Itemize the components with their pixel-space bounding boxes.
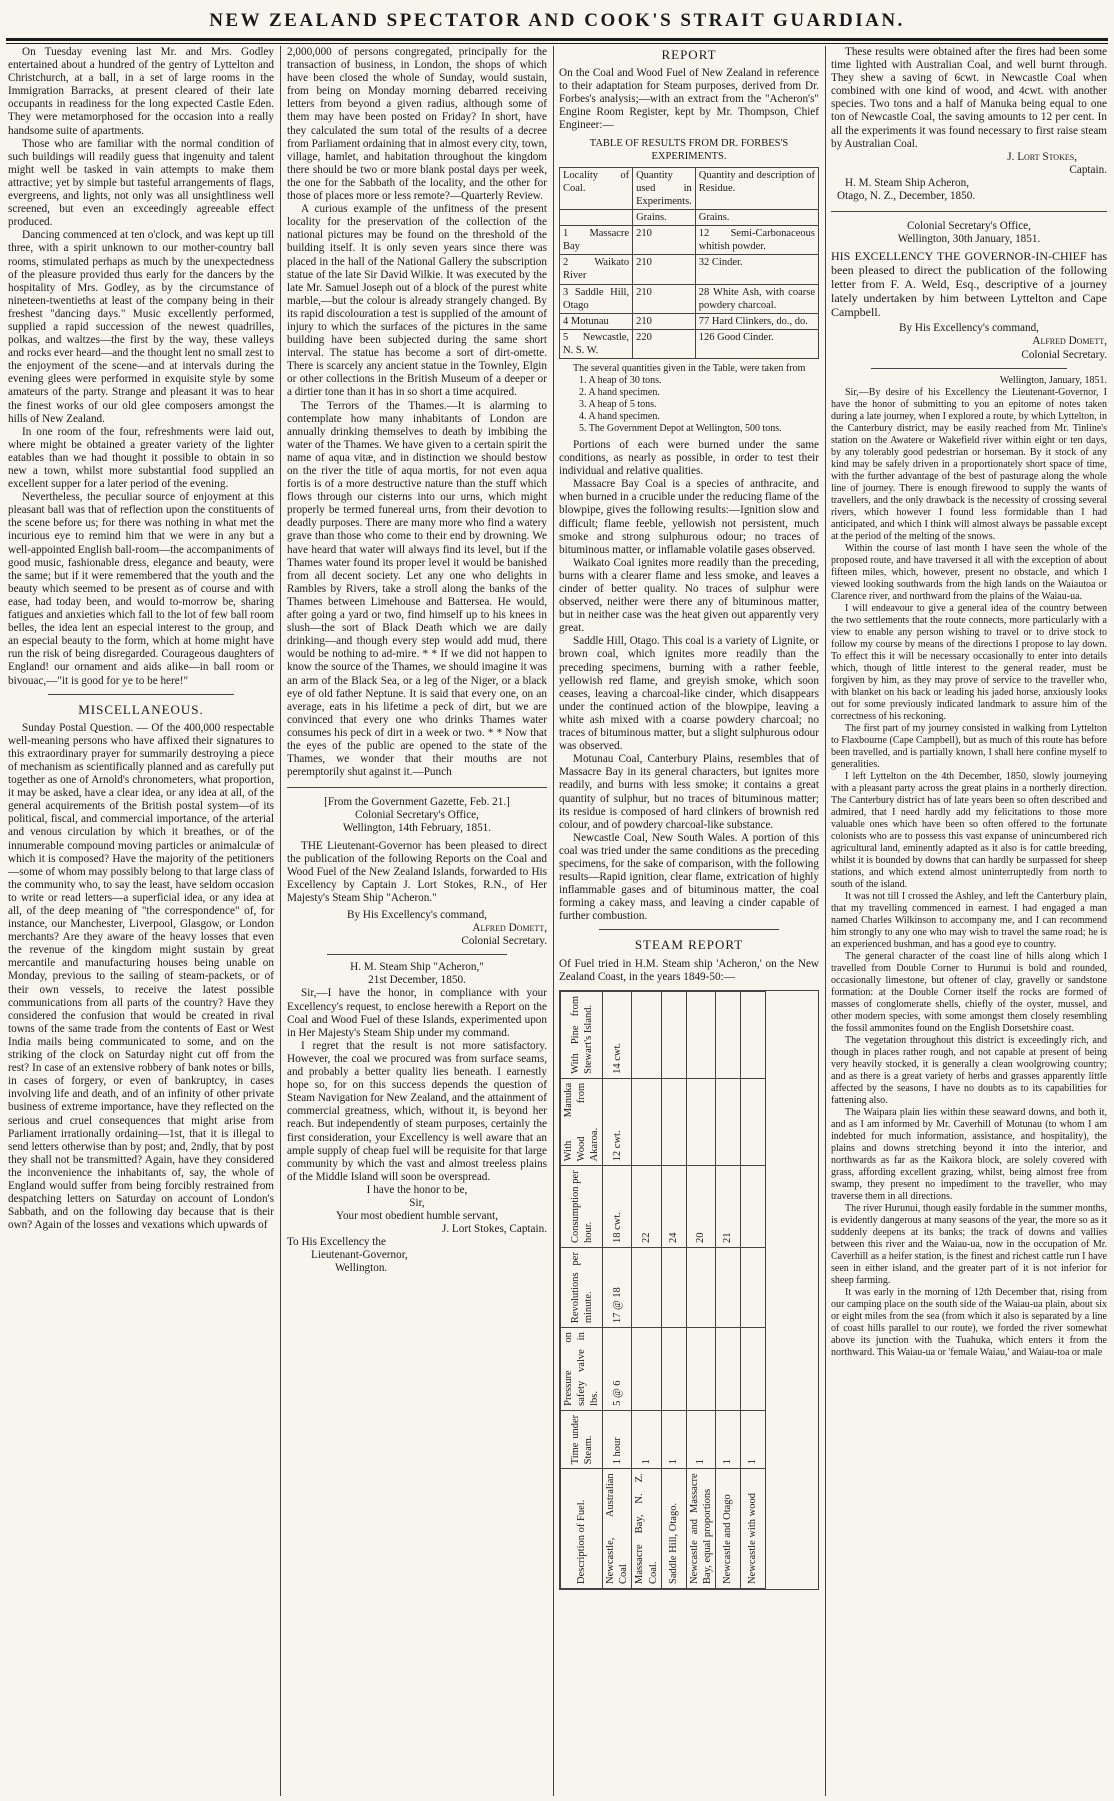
table-cell: Saddle Hill, Otago. [661,1469,686,1589]
ship-heading: H. M. Steam Ship Acheron, [845,176,969,189]
office-date: Wellington, 14th February, 1851. [342,822,492,835]
table-cell: 28 White Ash, with coarse powdery charcoal. [695,284,818,313]
ship-date: 21st December, 1850. [368,974,466,987]
table-cell: 210 [633,313,696,329]
article-paragraph: On the Coal and Wood Fuel of New Zealand in reference to their adaptation for Steam purposes, derived from Dr. Forbes's analysis;—with an extract from the "Acheron's" Engine Room Register, kept by Mr. Thompson, Chief Engineer:— [559,67,819,132]
divider [831,211,1107,212]
table-cell [661,1247,686,1327]
proclamation: HIS EXCELLENCY THE GOVERNOR-IN-CHIEF has been pleased to direct the publication of the following letter from F. A. Weld, Esq., descriptive of a journey lately undertaken by him between Lyttelton and Cape Campbell. [831,249,1107,320]
divider [48,694,234,695]
table-cell: 1 hour [603,1410,632,1468]
article-paragraph: I regret that the result is not more satisfactory. However, the coal we procured was from surface seams, and probably a better quality lies beneath. I earnestly hope so, for on this success depends the question of Steam Navigation for New Zealand, and the attainment of commercial greatness, which, without it, is beyond her reach. But independently of steam purposes, certainly the first consideration, your Excellency is well aware that an ample supply of cheap fuel will be requisite for that large community by which the vast and almost treeless plains of the Middle Island will soon be overspread. [287,1039,547,1183]
table-cell [740,1166,765,1248]
table-row [632,991,661,1588]
signature: Alfred Domett, [1032,335,1107,348]
table-title: TABLE OF RESULTS FROM DR. FORBES'S EXPERIMENTS. [589,137,789,162]
table-cell [632,1247,661,1327]
article-paragraph: Sunday Postal Question. — Of the 400,000 respectable well-meaning persons who have affixed their signatures to this extraordinary prayer for summarily destroying a piece of mechanism as scientifically planned and as carefully put together as one of Arnold's chronometers, what proportion, it may be asked, have a clear idea, or any idea at all, of the general acquirements of the British postal system—of its political, fiscal, and commercial importance, of the arterial and venous circulation by which it breathes, or of the innumerable compound moving particles or animalculæ of which it is composed? Have the majority of the petitioners—some of whom may possibly belong to that large class of the community who, to say the least, have seldom occasion to write or read letters—a superficial idea, or any idea at all, of the deep meaning of "the correspondence" of, for instance, our Manchester, Liverpool, Glasgow, or London merchants? Are they aware of the heavy losses that even the revenue of the kingdom might sustain by great mercantile and manufacturing houses being unable on Monday, previous to the sailing of steam-packets, or of their own vessels, to receive the latest possible communications from all parts of the country? Have they considered the confusion that would be created in rival towns of the same trade from the contents of East or West India mails being communicated to some, and on the striking of the clock on Saturday night cut off from the rest? In case of an extensive robbery of bank notes or bills, in cases of forgery, or even of bankruptcy, in cases involving life and death, and of an infinity of other private business of extreme importance, have they reflected on the serious and cruel consequences that might arise from Parliament irrationally ordaining—1st, that it is illegal to send letters otherwise than by post; and, 2ndly, that by post they shall not be transmitted? Again, have they considered the inconvenience the inhabitants of, say, the whole of England would suffer from being forcibly restrained from despatching letters on Saturday on account of London's Sabbath, and on the following day because that is their own? Again of the losses and vexations which upwards of [8,721,274,1232]
ship-date: Otago, N. Z., December, 1850. [837,190,976,203]
column-header: Quantity and description of Residue. [695,167,818,209]
table-cell [632,1327,661,1410]
table-cell: 14 cwt. [603,991,632,1078]
article-paragraph: The Waipara plain lies within these seaward downs, and both it, and as I am informed by Mr. Caverhill of Motunau (to whom I am indebted for much information, assistance, and hospitality), the plains and downs stretching beyond it into the interior, and northwards as far as the Kaikora block, are solely covered with grass, affording excellent grazing, whilst, being almost free from swamp, they present no impediment to the traveller, who may traverse them in all directions. [831,1106,1107,1202]
closing: I have the honor to be, [366,1183,468,1196]
table-cell: Newcastle and Otago [715,1469,740,1589]
table-note: The several quantities given in the Table, were taken from [573,362,806,374]
masthead-rule-thin [6,43,1108,44]
article-paragraph: Saddle Hill, Otago. This coal is a variety of Lignite, or brown coal, which ignites more readily than the preceding specimens, burning with a rather feeble, yellowish red flame, and greyish smoke, which soon ceases, leaving a charcoal-like cinder, which disappears under the continued action of the blowpipe, leaving a white ash mixed with a coarse powdery charcoal; no traces of bituminous matter, but a slight sulphurous odour was observed. [559,635,819,753]
forbes-results-table [559,167,819,359]
command-line: By His Excellency's command, [899,322,1039,335]
table-cell: 210 [633,255,696,284]
list-item: 3. A heap of 5 tons. [579,398,657,410]
table-cell [715,1078,740,1165]
table-header-row [561,991,603,1588]
table-cell [715,1327,740,1410]
table-row [560,313,819,329]
column-divider [280,46,281,1796]
table-cell: 3 Saddle Hill, Otago [560,284,633,313]
signature: J. Lort Stokes, Captain. [441,1223,547,1236]
closing: Your most obedient humble servant, [336,1210,498,1223]
steam-report-heading: STEAM REPORT [634,937,744,953]
masthead-rule-thick [6,38,1108,41]
table-cell: Massacre Bay, N. Z. Coal. [632,1469,661,1589]
table-cell: Newcastle and Massacre Bay, equal proportions [686,1469,715,1589]
office-heading: Colonial Secretary's Office, [907,220,1031,233]
column-2 [287,46,547,1796]
list-item: 5. The Government Depot at Wellington, 500 tons. [579,422,782,434]
table-cell: 17 @ 18 [603,1247,632,1327]
table-cell: 1 [686,1410,715,1468]
article-paragraph: The vegetation throughout this district is exceedingly rich, and though in places rather rough, and not capable at present of being very heavily stocked, it is generally a clean woolgrowing country; and as there is a great variety of herbs and grasses apparently little affected by the seasons, I have no doubts as to its capabilities for fattening also. [831,1034,1107,1106]
article-paragraph: Within the course of last month I have seen the whole of the proposed route, and have traversed it all with the exception of about fifteen miles, which, however, present no obstacle, and which I viewed looking southwards from the high lands on the Waiautoa or Clarence river, and northward from the plains of the Waiau-ua. [831,542,1107,602]
article-paragraph: I left Lyttelton on the 4th December, 1850, slowly journeying with a pleasant party across the great plains in a northerly direction. The Canterbury district has of late years been so often described and admired, that I need hardly add my felicitations to those more valuable ones which have been so often offered to the fortunate colonists who are to possess this vast expanse of unincumbered rich agricultural land, eminently adapted as it also is for cattle breeding, whilst it is bounded by downs that can hardly be surpassed for sheep stations, and which extend almost uninterruptedly from north to south of the island. [831,770,1107,890]
divider [871,368,1067,369]
addressee: Lieutenant-Governor, [311,1249,408,1262]
table-cell: 77 Hard Clinkers, do., do. [695,313,818,329]
ship-heading: H. M. Steam Ship "Acheron," [350,961,484,974]
article-paragraph: These results were obtained after the fires had been some time lighted with Australian Coal, and well burnt through. They shew a saving of 6cwt. in Newcastle Coal when combined with one kind of wood, and 4cwt. with another species. Two tons and a half of Manuka being equal to one ton of Newcastle Coal, the saving amounts to 12 per cent. In all the experiments it was found necessary to first raise steam by Australian Coal. [831,46,1107,150]
article-paragraph: Motunau Coal, Canterbury Plains, resembles that of Massacre Bay in its general characters, but ignites more readily, and burns with less smoke; it contains a great quantity of sulphur, but no traces of bituminous matter; its residue is composed of hard clinkers of brownish red colour, and of powdery charcoal-like substance. [559,753,819,831]
column-header: Quantity used in Experiments. [633,167,696,209]
divider [327,954,507,955]
article-paragraph: In one room of the four, refreshments were laid out, where might be obtained a greater variety of the lighter eatables than we had thought it possible to obtain in so new a town, whilst more substantial food supplied an excellent supper for a later period of the evening. [8,425,274,491]
table-cell: 1 [715,1410,740,1468]
column-header: Pressure on safety valve in lbs. [561,1327,603,1410]
table-row [560,329,819,358]
table-cell: 24 [661,1166,686,1248]
table-row [686,991,715,1588]
table-cell: 210 [633,226,696,255]
table-cell: 32 Cinder. [695,255,818,284]
table-cell: 2 Waikato River [560,255,633,284]
table-cell: 5 @ 6 [603,1327,632,1410]
article-paragraph: The general character of the coast line of hills along which I travelled from Double Corner to Hurunui is bold and rounded, occasionally limestone, but oftener of clay, gravelly or sandstone formation: at the Double Corner itself the rocks are formed of masses of conglomerate shells, chiefly of the oyster, mussel, and other modern species, with some amongst them closely resembling the fossil ammonites found on the English Dorsetshire coast. [831,950,1107,1034]
table-cell [740,1078,765,1165]
table-cell [661,1327,686,1410]
steam-report-table-frame [559,990,819,1590]
table-cell: 1 Massacre Bay [560,226,633,255]
article-paragraph: A curious example of the unfitness of the present locality for the preservation of the collection of the national pictures may be found on the threshold of the building itself. It is only seven years since there was placed in the hall of the National Gallery the subscription statue of the late Sir David Wilkie. It was executed by the late Mr. Samuel Joseph out of a block of the purest white marble,—but the colour is already strangely changed. By its rapid discolouration a test is supplied of the amount of injury to which the surfaces of the pictures in the same building have been subjected during the same short interval. The statue has become a sort of dirt-omette. There is scarcely any ancient statue in the Townley, Elgin or other collections in the British Museum of a deeper or a dirtier tone than it has in so short a time acquired. [287,203,547,399]
table-cell: Grains. [695,210,818,226]
column-header: Consumption per hour. [561,1166,603,1248]
table-cell: 21 [715,1166,740,1248]
table-cell [740,1327,765,1410]
table-cell: 12 Semi-Carbonaceous whitish powder. [695,226,818,255]
article-paragraph: It was early in the morning of 12th December that, rising from our camping place on the south side of the Waiau-ua plain, about six or eight miles from the sea (from which it also is separated by a line of coast hills parallel to our route), we forded the river somewhat above its junction with the Tuahuka, which enters it from the northward. This Waiau-ua or 'female Waiau,' and Waiau-toa or male [831,1286,1107,1358]
article-paragraph: The river Hurunui, though easily fordable in the summer months, is evidently dangerous at many seasons of the year, the more so as it suddenly deepens at its banks; the track of downs and vallies between this river and the Waiau-ua, now in the occupation of Mr. Caverhill as a heifer station, is the finest and richest cattle run I have seen in either island, and the greater part of it is not inferior for sheep farming. [831,1202,1107,1286]
table-cell: 1 [740,1410,765,1468]
divider [599,929,779,930]
table-row [560,226,819,255]
table-cell [632,1078,661,1165]
column-4 [831,46,1107,1796]
column-header: Time under Steam. [561,1410,603,1468]
article-paragraph: Massacre Bay Coal is a species of anthracite, and when burned in a crucible under the reducing flame of the blowpipe, gives the following results:—Ignition slow and difficult; flame feeble, yellowish not persistent, much smoke and strong sulphurous odour; no traces of bituminous matter, or inflamable volatile gases observed. [559,478,819,556]
table-cell: Newcastle, Australian Coal [603,1469,632,1589]
column-header: With Manuka Wood from Akaroa. [561,1078,603,1165]
letter-date: Wellington, January, 1851. [999,374,1107,386]
table-row [661,991,686,1588]
column-header: Description of Fuel. [561,1469,603,1589]
article-paragraph: The Terrors of the Thames.—It is alarming to contemplate how many inhabitants of London are annually drinking themselves to death by imbibing the water of the Thames. We have given to a certain spirit the name of aqua vitæ, and in distinction we should bestow on the river the title of aqua mortis, for not even aqua fortis is of a more destructive nature than the stuff which flows through our cisterns into our urns, which might properly be termed funereal urns, from their devotion to deadly purposes. There are many more who find a watery grave than those who come to their end by drowning. We have heard that water will always find its level, but if the Thames water found its proper level it would be banished from all decent society. Let any one who delights in Rambles by Rivers, take a stroll along the banks of the Thames between Limehouse and Battersea. He would, after going a yard or two, find himself up to his knees in slush—the sort of Black Death which we are daily drinking—and though every step would add mud, there would be nothing to ad-mire. * * If we did not happen to know the source of the Thames, we should imagine it was an arm of the Black Sea, or a leg of the Niger, or a black eye of old father Neptune. It is said that every one, on an average, eats in his lifetime a peck of dirt, but we are convinced that every one who drinks Thames water consumes his peck of dirt in a week or two. * * Now that the eyes of the public are opened to the state of the Thames, we wonder that their mouths are not peremptorily shut against it.—Punch [287,399,547,779]
signature-title: Colonial Secretary. [1021,348,1107,361]
column-divider [825,46,826,1796]
table-cell: Newcastle with wood [740,1469,765,1589]
article-paragraph: THE Lieutenant-Governor has been pleased to direct the publication of the following Reports on the Coal and Wood Fuel of the New Zealand Islands, forwarded to His Excellency by Captain J. Lort Stokes, R.N., of Her Majesty's Steam Ship "Acheron." [287,839,547,904]
list-item: 2. A hand specimen. [579,386,660,398]
table-cell: 22 [632,1166,661,1248]
table-cell [661,1078,686,1165]
column-header: With Pine from Stewart's Island. [561,991,603,1078]
article-paragraph: It was not till I crossed the Ashley, and left the Canterbury plain, that my travelling commenced in earnest. I had engaged a man named Charles Wilkinson to accompany me, and I can recommend him strongly to any one who may wish to travel the same road; he is an experienced bushman, and has a good eye to country. [831,890,1107,950]
weld-letter [831,375,1107,1359]
table-cell [661,991,686,1078]
masthead: NEW ZEALAND SPECTATOR AND COOK'S STRAIT GUARDIAN. [209,10,905,31]
addressee: To His Excellency the [287,1236,386,1249]
article-paragraph: Waikato Coal ignites more readily than the preceding, burns with a clearer flame and less smoke, and leaves a cinder of better quality. No traces of sulphur were observed, neither were there any of bituminous matter, but in neither case was the heat given out apparently very great. [559,556,819,635]
table-cell: 18 cwt. [603,1166,632,1248]
article-paragraph: Dancing commenced at ten o'clock, and was kept up till three, with a spirit unknown to our mother-country ball rooms, stimulated perhaps as much by the unexpectedness of the pleasure provided thus early for the dancers by the hospitality of Mrs. Godley, as by the circumstance of nineteen-twentieths at least of the company being in their freshest "dancing days." Music excellently performed, supplied a rapid succession of the newest quadrilles, polkas, and waltzes—the first by the way, these valleys and rocks ever heard—and the thought lent no small zest to the enjoyment of the scene—and at intervals during the evening glees were performed in exquisite style by some amateurs of the party. Strange and pleasant it was to hear the finest works of our old glee composers amongst the hills of New Zealand. [8,229,274,425]
table-cell [740,1247,765,1327]
table-cell: 220 [633,329,696,358]
command-line: By His Excellency's command, [347,909,487,921]
table-units-row [560,210,819,226]
table-cell [715,991,740,1078]
table-cell [740,991,765,1078]
article-paragraph: Portions of each were burned under the same conditions, as nearly as possible, in order to test their individual and relative qualities. [559,438,819,478]
addressee: Wellington. [335,1262,388,1275]
closing: Sir, [409,1196,425,1209]
table-cell: Grains. [633,210,696,226]
signature: J. Lort Stokes, [1007,150,1077,163]
gazette-source: [From the Government Gazette, Feb. 21.] [324,796,510,809]
article-paragraph: Those who are familiar with the normal condition of such buildings will readily guess that ingenuity and talent might well be tasked in vain attempts to make them attractive; yet by simple but tasteful arrangements of flags, evergreens, and lights, not only was all unsightliness well screened, but even an exceedingly agreeable effect produced. [8,137,274,229]
signature: Alfred Domett, [472,922,547,935]
article-paragraph: I will endeavour to give a general idea of the country between the two settlements that the route connects, more particularly with a view to enable any person wishing to travel or to drive stock to follow my course by means of the directions I propose to lay down. To effect this it will be necessary occasionally to enter into details which, though of little interest to the general reader, must be forgiven by him, as they may prove of service to the traveller who, with blanket on his back or leading his jaded horse, anxiously looks out for some previously indicated landmark to assure him of the correctness of his reckoning. [831,602,1107,722]
table-row [560,255,819,284]
article-paragraph: On Tuesday evening last Mr. and Mrs. Godley entertained about a hundred of the gentry of Lyttelton and Christchurch, at a ball, in a set of large rooms in the Immigration Barracks, at present cleared of their late occupants in readiness for the long expected Castle Eden. They were metamorphosed for the occasion into a really handsome suite of apartments. [8,46,274,137]
table-cell [686,1327,715,1410]
table-cell: 20 [686,1166,715,1248]
article-paragraph: Sir,—By desire of his Excellency the Lieutenant-Governor, I have the honor of submitting to you an epitome of notes taken during a late journey, when I explored a route, by which Lyttelton, in the Canterbury district, may be easily reached from Mr. Tinline's station on the Awatere or Wakefield river within eight or ten days, by any tolerably good pedestrian or horseman. By it stock of any kind may be safely driven in a proportionately short space of time, with the further advantage of the best of pasturage along the whole line of journey. There is enough firewood to supply the wants of travellers, and the only drawback is the necessity of crossing several rivers, which however I found less formidable than I had anticipated, and which I think will almost always be passable except at the period of the melting of the snows. [831,386,1107,542]
divider [287,787,547,788]
table-cell: 1 [632,1410,661,1468]
article-paragraph: 2,000,000 of persons congregated, principally for the transaction of business, in London, the shops of which have been closed the whole of Sunday, would sustain, from being on Monday morning debarred receiving letters from beyond a given radius, although some of them may have been posted on Friday? In short, have they calculated the sum total of the results of a decree from Parliament ordaining that in almost every city, town, village, hamlet, and habitation throughout the kingdom there should be two or more blank postal days per week, the one for the Sabbath of the locality, and the other for those of places more or less remote?—Quarterly Review. [287,46,547,203]
office-date: Wellington, 30th January, 1851. [897,233,1041,246]
table-cell: 126 Good Cinder. [695,329,818,358]
table-cell: 4 Motunau [560,313,633,329]
table-row [560,284,819,313]
list-item: 1. A heap of 30 tons. [579,374,662,386]
office-heading: Colonial Secretary's Office, [355,809,479,822]
article-paragraph: The first part of my journey consisted in walking from Lyttelton to Flaxbourne (Cape Campbell), but as much of this route has before been travelled, and is partially known, I shall here confine myself to generalities. [831,722,1107,770]
table-cell: 5 Newcastle, N. S. W. [560,329,633,358]
column-header: Locality of Coal. [560,167,633,209]
article-paragraph: Nevertheless, the peculiar source of enjoyment at this pleasant ball was that of reflection upon the constituents of the scene before us; for there was nothing in what met the incurious eye to remind him that we were in any but a well-appointed English ball-room—the accompaniments of good music, fashionable dress, elegance and beauty, were the same; but if it were remembered that the youth and the beauty which seemed to be present as of course and with ease, had today been, and would to-morrow be, sharing fatigues and anxieties which fall to the lot of few ball room belles, the idea lent an especial interest to the group, and an especial beauty to the form, which at home might have run the risk of being disregarded. Courageous daughters of England! our ornament and aids alike—in ball room or bivouac,—"it is good for ye to be here!" [8,491,274,687]
table-cell [686,991,715,1078]
column-3 [559,46,819,1796]
signature-title: Colonial Secretary. [461,935,547,948]
source-list [559,375,819,435]
list-item: 4. A hand specimen. [579,410,660,422]
report-heading: REPORT [661,47,717,62]
table-cell [686,1078,715,1165]
table-cell [715,1247,740,1327]
article-paragraph: Of Fuel tried in H.M. Steam ship 'Acheron,' on the New Zealand Coast, in the years 1849-50:— [559,957,819,983]
table-cell: 210 [633,284,696,313]
table-cell [686,1247,715,1327]
table-row [715,991,740,1588]
signature-title: Captain. [1069,163,1107,176]
column-divider [553,46,554,1796]
article-paragraph: Sir,—I have the honor, in compliance with your Excellency's request, to enclose herewith a Report on the Coal and Wood Fuel of these Islands, experimented upon in Her Majesty's Steam Ship under my command. [287,987,547,1039]
table-cell [632,991,661,1078]
table-cell: 12 cwt. [603,1078,632,1165]
section-heading: MISCELLANEOUS. [78,701,204,717]
article-paragraph: Newcastle Coal, New South Wales. A portion of this coal was tried under the same conditions as the preceding specimens, for the sake of comparison, with the following results—Rapid ignition, clear flame, extrication of highly inflammable gases and of bituminous matter, the coal forming a cakey mass, and leaving a cinder capable of further combustion. [559,831,819,923]
table-cell [560,210,633,226]
column-1 [8,46,274,1796]
table-row [603,991,632,1588]
steam-report-table [560,991,766,1589]
table-header-row [560,167,819,209]
column-header: Revolutions per minute. [561,1247,603,1327]
table-cell: 1 [661,1410,686,1468]
table-row [740,991,765,1588]
